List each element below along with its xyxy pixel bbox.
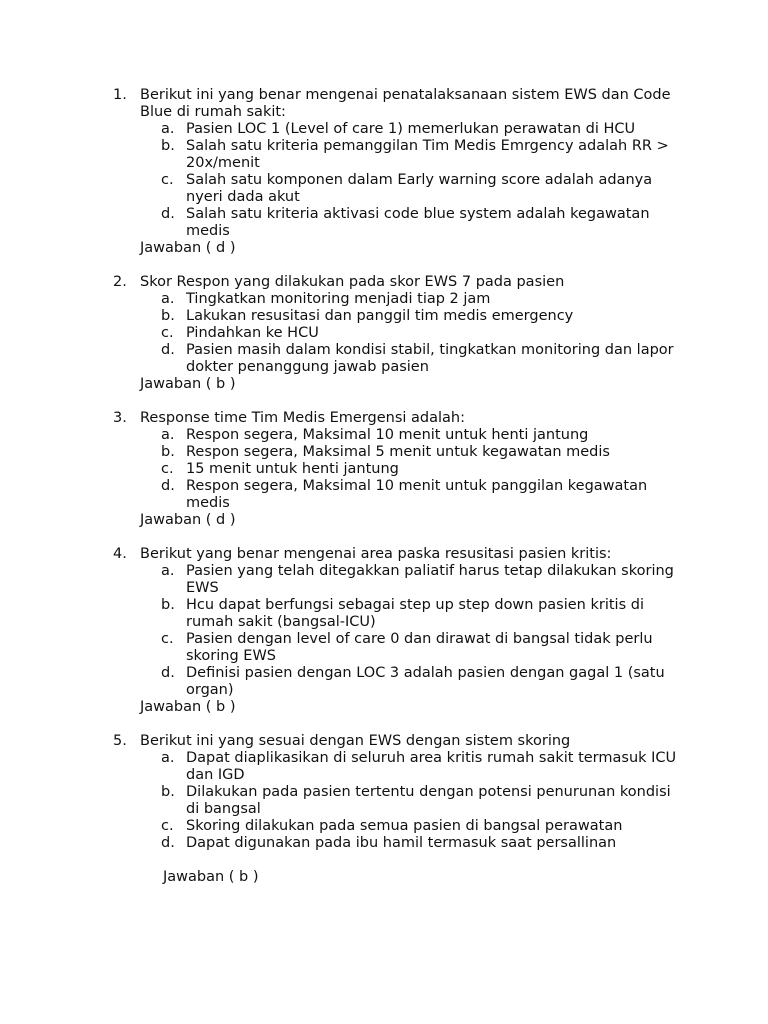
question-number: 5.	[113, 733, 127, 749]
answer-line: Jawaban ( b )	[140, 376, 236, 392]
option-list	[140, 750, 683, 852]
option-text: Respon segera, Maksimal 10 menit untuk panggilan kegawatan medis	[186, 478, 648, 511]
option-letter: d.	[161, 835, 175, 851]
option-b	[161, 138, 683, 172]
option-d	[161, 835, 683, 852]
option-c	[161, 325, 683, 342]
option-letter: a.	[161, 750, 175, 766]
option-letter: d.	[161, 478, 175, 494]
option-text: Hcu dapat berfungsi sebagai step up step down pasien kritis di rumah sakit (bangsal-ICU)	[186, 597, 644, 630]
answer-line: Jawaban ( b )	[163, 869, 259, 885]
option-c	[161, 461, 683, 478]
option-text: Definisi pasien dengan LOC 3 adalah pasien dengan gagal 1 (satu organ)	[186, 665, 665, 698]
option-a	[161, 563, 683, 597]
question-number: 1.	[113, 87, 127, 103]
question-number: 3.	[113, 410, 127, 426]
option-text: Dapat diaplikasikan di seluruh area kritis rumah sakit termasuk ICU dan IGD	[186, 750, 677, 783]
option-letter: a.	[161, 291, 175, 307]
option-letter: c.	[161, 325, 174, 341]
option-letter: b.	[161, 138, 175, 154]
option-d	[161, 342, 683, 376]
answer-line: Jawaban ( b )	[140, 699, 236, 715]
option-letter: d.	[161, 665, 175, 681]
option-b	[161, 597, 683, 631]
option-letter: b.	[161, 308, 175, 324]
option-d	[161, 665, 683, 699]
question-text: Berikut yang benar mengenai area paska resusitasi pasien kritis:	[140, 546, 612, 562]
option-a	[161, 427, 683, 444]
option-letter: d.	[161, 342, 175, 358]
option-b	[161, 308, 683, 325]
option-letter: b.	[161, 597, 175, 613]
question-1	[113, 87, 683, 257]
option-letter: c.	[161, 631, 174, 647]
option-c	[161, 631, 683, 665]
option-text: Respon segera, Maksimal 10 menit untuk henti jantung	[186, 427, 589, 443]
option-letter: b.	[161, 784, 175, 800]
option-letter: a.	[161, 563, 175, 579]
option-text: Lakukan resusitasi dan panggil tim medis emergency	[186, 308, 574, 324]
option-text: Skoring dilakukan pada semua pasien di bangsal perawatan	[186, 818, 623, 834]
option-b	[161, 444, 683, 461]
question-4	[113, 546, 683, 716]
option-text: Respon segera, Maksimal 5 menit untuk kegawatan medis	[186, 444, 610, 460]
option-a	[161, 291, 683, 308]
option-text: Tingkatkan monitoring menjadi tiap 2 jam	[186, 291, 491, 307]
option-text: Pasien LOC 1 (Level of care 1) memerlukan perawatan di HCU	[186, 121, 636, 137]
option-text: 15 menit untuk henti jantung	[186, 461, 399, 477]
option-letter: c.	[161, 172, 174, 188]
question-text: Skor Respon yang dilakukan pada skor EWS 7 pada pasien	[140, 274, 565, 290]
option-letter: b.	[161, 444, 175, 460]
question-text: Response time Tim Medis Emergensi adalah:	[140, 410, 466, 426]
question-text: Berikut ini yang sesuai dengan EWS dengan sistem skoring	[140, 733, 571, 749]
option-list	[140, 121, 683, 240]
question-number: 2.	[113, 274, 127, 290]
option-letter: c.	[161, 818, 174, 834]
option-text: Pasien yang telah ditegakkan paliatif harus tetap dilakukan skoring EWS	[186, 563, 674, 596]
option-text: Salah satu kriteria pemanggilan Tim Medis Emrgency adalah RR > 20x/menit	[186, 138, 669, 171]
option-text: Salah satu kriteria aktivasi code blue system adalah kegawatan medis	[186, 206, 650, 239]
document-body	[113, 87, 683, 903]
option-text: Pindahkan ke HCU	[186, 325, 319, 341]
option-letter: d.	[161, 206, 175, 222]
question-5	[113, 733, 683, 886]
option-text: Salah satu komponen dalam Early warning score adalah adanya nyeri dada akut	[186, 172, 653, 205]
option-list	[140, 563, 683, 699]
option-letter: a.	[161, 427, 175, 443]
option-text: Dilakukan pada pasien tertentu dengan potensi penurunan kondisi di bangsal	[186, 784, 671, 817]
option-c	[161, 172, 683, 206]
option-letter: c.	[161, 461, 174, 477]
option-b	[161, 784, 683, 818]
answer-line: Jawaban ( d )	[140, 512, 236, 528]
question-number: 4.	[113, 546, 127, 562]
option-text: Pasien dengan level of care 0 dan dirawat di bangsal tidak perlu skoring EWS	[186, 631, 653, 664]
option-text: Dapat digunakan pada ibu hamil termasuk saat persallinan	[186, 835, 617, 851]
option-text: Pasien masih dalam kondisi stabil, tingkatkan monitoring dan lapor dokter penanggung jawab pasien	[186, 342, 674, 375]
option-a	[161, 121, 683, 138]
option-d	[161, 478, 683, 512]
option-list	[140, 291, 683, 376]
option-c	[161, 818, 683, 835]
answer-line: Jawaban ( d )	[140, 240, 236, 256]
option-a	[161, 750, 683, 784]
question-text: Berikut ini yang benar mengenai penatalaksanaan sistem EWS dan Code Blue di rumah sakit:	[140, 87, 671, 120]
option-list	[140, 427, 683, 512]
option-d	[161, 206, 683, 240]
question-2	[113, 274, 683, 393]
question-3	[113, 410, 683, 529]
option-letter: a.	[161, 121, 175, 137]
